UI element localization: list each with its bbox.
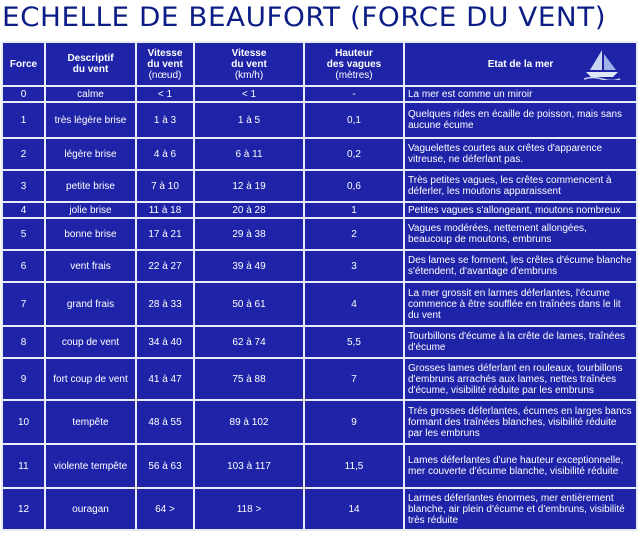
force-cell: 5: [3, 219, 44, 249]
vitesse-noeud-cell: 11 à 18: [137, 203, 193, 217]
force-cell: 12: [3, 489, 44, 529]
force-cell: 3: [3, 171, 44, 201]
descriptif-cell: vent frais: [46, 251, 135, 281]
descriptif-cell: violente tempête: [46, 445, 135, 487]
header-vitesse-kmh-unit: (km/h): [234, 69, 264, 81]
vitesse-noeud-cell: 34 à 40: [137, 327, 193, 357]
force-cell: 11: [3, 445, 44, 487]
table-row: [3, 327, 636, 357]
vitesse-kmh-cell: 103 à 117: [195, 445, 303, 487]
descriptif-cell: ouragan: [46, 489, 135, 529]
etat-mer-cell: La mer est comme un miroir: [405, 87, 636, 101]
header-vitesse-noeud-line2: du vent: [147, 58, 183, 70]
vitesse-noeud-cell: 4 à 6: [137, 139, 193, 169]
vitesse-kmh-cell: 1 à 5: [195, 103, 303, 137]
force-cell: 9: [3, 359, 44, 399]
vitesse-noeud-cell: 17 à 21: [137, 219, 193, 249]
vitesse-noeud-cell: 48 à 55: [137, 401, 193, 443]
vitesse-kmh-cell: 20 à 28: [195, 203, 303, 217]
vitesse-kmh-cell: 12 à 19: [195, 171, 303, 201]
etat-mer-cell: Très petites vagues, les crêtes commencent à déferler, les moutons apparaissent: [405, 171, 636, 201]
vitesse-noeud-cell: 7 à 10: [137, 171, 193, 201]
descriptif-cell: grand frais: [46, 283, 135, 325]
descriptif-cell: légère brise: [46, 139, 135, 169]
vitesse-kmh-cell: 62 à 74: [195, 327, 303, 357]
vitesse-kmh-cell: 29 à 38: [195, 219, 303, 249]
table-row: [3, 219, 636, 249]
table-row: [3, 103, 636, 137]
force-cell: 6: [3, 251, 44, 281]
header-etat: [405, 43, 636, 85]
hauteur-vagues-cell: 14: [305, 489, 403, 529]
descriptif-cell: très légère brise: [46, 103, 135, 137]
hauteur-vagues-cell: 0,6: [305, 171, 403, 201]
header-vitesse-noeud-unit: (nœud): [148, 69, 182, 81]
vitesse-noeud-cell: < 1: [137, 87, 193, 101]
vitesse-kmh-cell: 89 à 102: [195, 401, 303, 443]
hauteur-vagues-cell: 5,5: [305, 327, 403, 357]
vitesse-noeud-cell: 41 à 47: [137, 359, 193, 399]
vitesse-noeud-cell: 28 à 33: [137, 283, 193, 325]
hauteur-vagues-cell: 7: [305, 359, 403, 399]
etat-mer-cell: Petites vagues s'allongeant, moutons nombreux: [405, 203, 636, 217]
header-hauteur-line1: Hauteur: [335, 47, 373, 59]
header-vitesse-noeud-line1: Vitesse: [147, 47, 183, 59]
vitesse-kmh-cell: 75 à 88: [195, 359, 303, 399]
force-cell: 7: [3, 283, 44, 325]
descriptif-cell: fort coup de vent: [46, 359, 135, 399]
etat-mer-cell: La mer grossit en larmes déferlantes, l'écume commence à être soufflée en traînées dans le lit du vent: [405, 283, 636, 325]
etat-mer-cell: Très grosses déferlantes, écumes en larges bancs formant des traînées blanches, visibilité réduite par les embruns: [405, 401, 636, 443]
table-row: [3, 445, 636, 487]
force-cell: 0: [3, 87, 44, 101]
descriptif-cell: jolie brise: [46, 203, 135, 217]
etat-mer-cell: Vaguelettes courtes aux crêtes d'apparence vitreuse, ne déferlant pas.: [405, 139, 636, 169]
descriptif-cell: bonne brise: [46, 219, 135, 249]
hauteur-vagues-cell: 1: [305, 203, 403, 217]
table-row: [3, 283, 636, 325]
table-row: [3, 359, 636, 399]
vitesse-noeud-cell: 1 à 3: [137, 103, 193, 137]
descriptif-cell: petite brise: [46, 171, 135, 201]
beaufort-table: [1, 41, 638, 531]
vitesse-kmh-cell: 6 à 11: [195, 139, 303, 169]
table-row: [3, 401, 636, 443]
vitesse-kmh-cell: 50 à 61: [195, 283, 303, 325]
force-cell: 1: [3, 103, 44, 137]
etat-mer-cell: Lames déferlantes d'une hauteur exceptionnelle, mer couverte d'écume blanche, visibilité réduite: [405, 445, 636, 487]
descriptif-cell: tempête: [46, 401, 135, 443]
header-descriptif-line1: Descriptif: [67, 53, 114, 64]
vitesse-kmh-cell: 118 >: [195, 489, 303, 529]
header-etat-label: Etat de la mer: [487, 58, 554, 70]
table-row: [3, 203, 636, 217]
table-row: [3, 139, 636, 169]
vitesse-noeud-cell: 56 à 63: [137, 445, 193, 487]
vitesse-noeud-cell: 22 à 27: [137, 251, 193, 281]
etat-mer-cell: Grosses lames déferlant en rouleaux, tourbillons d'embruns arrachés aux lames, nettes traînées d'écume, visibilité réduite par les embruns: [405, 359, 636, 399]
header-hauteur-line2: des vagues: [326, 58, 382, 70]
force-cell: 4: [3, 203, 44, 217]
table-row: [3, 171, 636, 201]
descriptif-cell: calme: [46, 87, 135, 101]
vitesse-noeud-cell: 64 >: [137, 489, 193, 529]
vitesse-kmh-cell: 39 à 49: [195, 251, 303, 281]
descriptif-cell: coup de vent: [46, 327, 135, 357]
hauteur-vagues-cell: 9: [305, 401, 403, 443]
header-hauteur-unit: (mètres): [335, 69, 373, 81]
hauteur-vagues-cell: 0,1: [305, 103, 403, 137]
hauteur-vagues-cell: 11,5: [305, 445, 403, 487]
hauteur-vagues-cell: 4: [305, 283, 403, 325]
header-vitesse-kmh-line2: du vent: [231, 58, 267, 70]
header-descriptif: [46, 43, 135, 85]
etat-mer-cell: Des lames se forment, les crêtes d'écume blanche s'étendent, d'avantage d'embruns: [405, 251, 636, 281]
etat-mer-cell: Quelques rides en écaille de poisson, mais sans aucune écume: [405, 103, 636, 137]
hauteur-vagues-cell: 2: [305, 219, 403, 249]
etat-mer-cell: Vagues modérées, nettement allongées, beaucoup de moutons, embruns: [405, 219, 636, 249]
header-hauteur: [305, 43, 403, 85]
header-vitesse-kmh-line1: Vitesse: [231, 47, 267, 59]
etat-mer-cell: Larmes déferlantes énormes, mer entièrement blanche, air plein d'écume et d'embruns, visibilité très réduite: [405, 489, 636, 529]
header-force: Force: [3, 43, 44, 85]
hauteur-vagues-cell: -: [305, 87, 403, 101]
force-cell: 8: [3, 327, 44, 357]
sailboat-icon: [582, 48, 622, 80]
table-row: [3, 87, 636, 101]
page-title: ECHELLE DE BEAUFORT (FORCE DU VENT): [2, 2, 607, 33]
hauteur-vagues-cell: 0,2: [305, 139, 403, 169]
header-vitesse-kmh: [195, 43, 303, 85]
header-row: [3, 43, 636, 85]
etat-mer-cell: Tourbillons d'écume à la crête de lames, traînées d'écume: [405, 327, 636, 357]
table-row: [3, 489, 636, 529]
hauteur-vagues-cell: 3: [305, 251, 403, 281]
header-vitesse-noeud: [137, 43, 193, 85]
force-cell: 2: [3, 139, 44, 169]
vitesse-kmh-cell: < 1: [195, 87, 303, 101]
table-row: [3, 251, 636, 281]
force-cell: 10: [3, 401, 44, 443]
header-descriptif-line2: du vent: [72, 64, 109, 75]
